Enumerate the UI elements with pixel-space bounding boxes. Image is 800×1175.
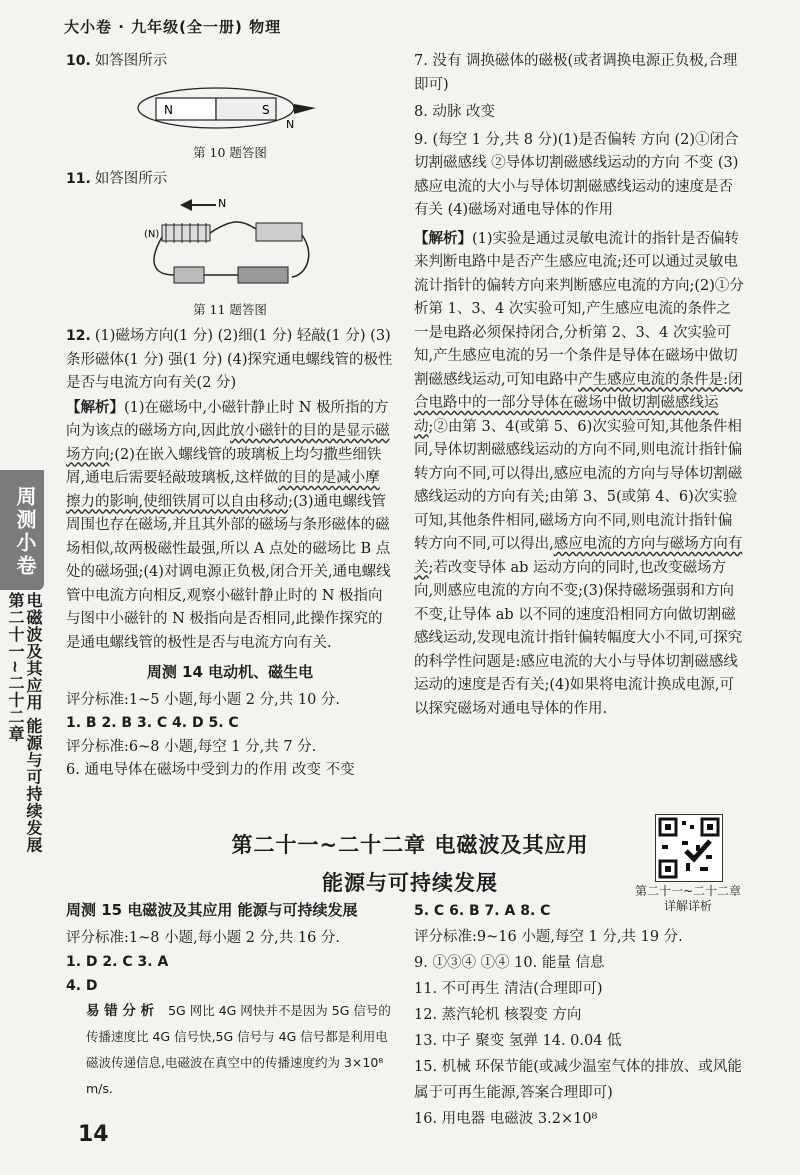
- error-analysis-note: 易 错 分 析 5G 网比 4G 网快并不是因为 5G 信号的传播速度比 4G 信号快,5G 信号与 4G 信号都是利用电磁波传递信息,电磁波在真空中的传播速度约为 3×10⁸ m/s.: [86, 1003, 391, 1096]
- solenoid-circuit-diagram: [66, 195, 394, 299]
- solenoid-n-label: (N): [144, 229, 160, 240]
- page-number: 14: [78, 1122, 109, 1147]
- week15-mc5: 5. C 6. B 7. A 8. C: [414, 903, 551, 919]
- right-column: [414, 50, 744, 721]
- week15-score: 评分标准:1~8 小题,每小题 2 分,共 16 分.: [66, 930, 341, 946]
- week15-q12: 12. 蒸汽轮机 核裂变 方向: [414, 1007, 582, 1023]
- week14-q8: 8. 动脉 改变: [414, 104, 496, 120]
- q11-figure: [66, 195, 394, 299]
- qr-caption: 第二十一~二十二章详解详析: [634, 884, 742, 913]
- week15-q9: 9. ①③④ ①④ 10. 能量 信息: [414, 955, 605, 971]
- chapter-heading-line1: 第二十一~二十二章 电磁波及其应用: [231, 833, 589, 857]
- week15-q13: 13. 中子 聚变 氢弹 14. 0.04 低: [414, 1033, 622, 1049]
- page-header: 大小卷 · 九年级(全一册) 物理: [64, 18, 282, 36]
- switch-icon: [174, 267, 204, 283]
- compass-needle-icon: [294, 104, 316, 114]
- week14-q9-analysis: 【解析】(1)实验是通过灵敏电流计的指针是否偏转来判断电路中是否产生感应电流;还可以通过灵敏电流计指针的偏转方向来判断感应电流的方向;(2)①分析第 1、3、4 次实验可知,产生感应电流的条件之一是电路必须保持闭合,分析第 2、3、4 次实验可知,产生感应电流的另一个条件是导体在磁场中做切割磁感线运动,可知电路中产生感应电流的条件是:闭合电路中的一部分导体在磁场中做切割磁感线运动;②由第 3、4(或第 5、6)次实验可知,其他条件相同,导体切割磁感线运动的方向不同,则电流计指针偏转方向不同,可以得出,感应电流的方向与导体切割磁感线运动的方向有关;由第 3、5(或第 4、6)次实验可知,其他条件相同,磁场方向不同,则电流计指针偏转方向不同,可以得出,感应电流的方向与磁场方向有关;若改变导体 ab 运动方向的同时,也改变磁场方向,则感应电流的方向不变;(3)保持磁场强弱和方向不变,让导体 ab 以不同的速度沿相同方向做切割磁感线运动,发现电流计指针偏转幅度大小不同,可探究的科学性问题是:感应电流的大小与导体切割磁感线运动的速度是否有关;(4)如果将电流计换成电源,可以探究磁场对通电导体的作用.: [414, 229, 744, 717]
- week15-mc1: 1. D 2. C 3. A: [66, 954, 169, 970]
- left-column: [66, 50, 394, 783]
- side-chapter-range: 第二十一~二十二章: [6, 592, 25, 743]
- arrow-left-icon: [180, 199, 192, 211]
- chapter-heading: [170, 826, 650, 902]
- week14-title: 周测 14 电动机、磁生电: [146, 663, 314, 681]
- q10-figure: [66, 78, 394, 142]
- q12-analysis: 【解析】(1)在磁场中,小磁针静止时 N 极所指的方向为该点的磁场方向,因此放小磁针的目的是显示磁场方向;(2)在嵌入螺线管的玻璃板上均匀撒些细铁屑,通电后需要轻敲玻璃板,这样做的目的是减小摩擦力的影响,使细铁屑可以自由移动;(3)通电螺线管周围也存在磁场,并且其外部的磁场与条形磁体的磁场相似,故两极磁性最强,所以 A 点处的磁场比 B 点处的磁场强;(4)对调电源正负极,闭合开关,通电螺线管中电流方向相反,观察小磁针静止时的 N 极指向与图中小磁针的 N 极指向是否相同,此操作探究的是通电螺线管的极性是否与电流方向有关.: [66, 398, 391, 651]
- q10-caption: 第 10 题答图: [193, 144, 267, 160]
- qr-pattern: [656, 815, 722, 881]
- battery-icon: [238, 267, 288, 283]
- magnet-n-pole: N: [164, 102, 173, 117]
- week15-right: [414, 898, 744, 1132]
- bar-magnet-diagram: [66, 78, 394, 142]
- magnet-s-pole: S: [262, 102, 270, 117]
- week15-mc4: 4. D: [66, 978, 98, 994]
- side-tab-label: 周测小卷: [13, 486, 37, 578]
- q12: 12. (1)磁场方向(1 分) (2)细(1 分) 轻敲(1 分) (3)条形磁体(1 分) 强(1 分) (4)探究通电螺线管的极性是否与电流方向有关(2 分): [66, 328, 393, 391]
- needle-n-label: N: [218, 197, 227, 210]
- q11-caption: 第 11 题答图: [193, 302, 267, 317]
- side-chapter-topic: 电磁波及其应用 能源与可持续发展: [24, 592, 43, 854]
- week15-q11: 11. 不可再生 清洁(合理即可): [414, 981, 603, 997]
- week14-score2: 评分标准:6~8 小题,每空 1 分,共 7 分.: [66, 738, 317, 755]
- rheostat-icon: [256, 223, 302, 241]
- compass-n-label: N: [286, 117, 295, 131]
- chapter-heading-line2: 能源与可持续发展: [322, 871, 498, 895]
- week15-q16: 16. 用电器 电磁波 3.2×10⁸: [414, 1111, 598, 1127]
- q10: 10. 如答图所示: [66, 53, 168, 69]
- week15-title: 周测 15 电磁波及其应用 能源与可持续发展: [66, 901, 358, 919]
- qr-code-icon[interactable]: [655, 814, 723, 882]
- side-chapter-label: [0, 592, 44, 1132]
- week14-q9: 9. (每空 1 分,共 8 分)(1)是否偏转 方向 (2)①闭合 切割磁感线 ②导体切割磁感线运动的方向 不变 (3)感应电流的大小与导体切割磁感线运动的速度是否有关 (4)磁场对通电导体的作用: [414, 131, 739, 218]
- error-analysis-tag: 易 错 分 析: [86, 1003, 155, 1019]
- q11: 11. 如答图所示: [66, 170, 168, 187]
- week15-q15: 15. 机械 环保节能(或减少温室气体的排放、或风能属于可再生能源,答案合理即可): [414, 1059, 742, 1101]
- week14-q6: 6. 通电导体在磁场中受到力的作用 改变 不变: [66, 762, 355, 778]
- side-tab: [0, 470, 44, 590]
- week15-score2: 评分标准:9~16 小题,每空 1 分,共 19 分.: [414, 929, 683, 945]
- week14-score: 评分标准:1~5 小题,每小题 2 分,共 10 分.: [66, 691, 341, 708]
- week14-q7: 7. 没有 调换磁体的磁极(或者调换电源正负极,合理即可): [414, 53, 738, 93]
- week14-mc: 1. B 2. B 3. C 4. D 5. C: [66, 715, 239, 731]
- week15-left: [66, 898, 396, 1102]
